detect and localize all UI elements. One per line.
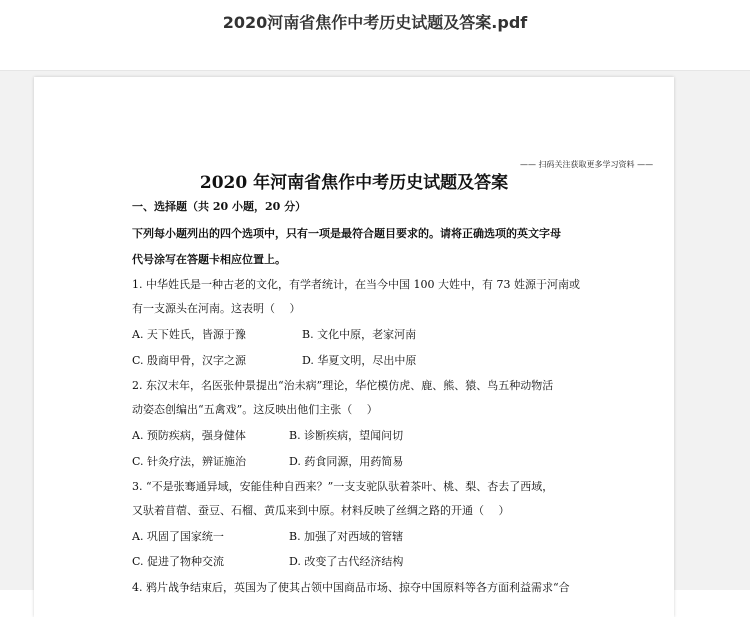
instruction-line: 代号涂写在答题卡相应位置上。: [132, 253, 286, 266]
question-3-option-b: B. 加强了对西域的管辖: [289, 530, 404, 543]
question-3-line: 又驮着苜蓿、蚕豆、石榴、黄瓜来到中原。材料反映了丝绸之路的开通（ ）: [132, 504, 510, 517]
watermark-text: —— 扫码关注获取更多学习资料 ——: [520, 160, 654, 169]
question-1-option-a: A. 天下姓氏，皆源于豫: [132, 328, 246, 341]
instruction-line: 下列每小题列出的四个选项中，只有一项是最符合题目要求的。请将正确选项的英文字母: [132, 227, 561, 240]
question-3-option-a: A. 巩固了国家统一: [132, 530, 224, 543]
section-heading: 一、选择题（共 20 小题，20 分）: [132, 200, 307, 213]
question-2-line: 2. 东汉末年，名医张仲景提出“治未病”理论，华佗模仿虎、鹿、熊、猿、鸟五种动物活: [132, 379, 554, 392]
question-1-option-b: B. 文化中原，老家河南: [302, 328, 417, 341]
question-2-option-c: C. 针灸疗法，辨证施治: [132, 455, 247, 468]
document-viewer[interactable]: [0, 71, 750, 594]
question-2-line: 动姿态创编出“五禽戏”。这反映出他们主张（ ）: [132, 403, 378, 416]
question-1-line: 1. 中华姓氏是一种古老的文化，有学者统计，在当今中国 100 大姓中，有 73 姓源于河南或: [132, 278, 580, 291]
question-3-option-c: C. 促进了物种交流: [132, 555, 225, 568]
document-title: 2020河南省焦作中考历史试题及答案.pdf: [222, 13, 528, 32]
question-1-option-c: C. 殷商甲骨，汉字之源: [132, 354, 247, 367]
question-2-option-b: B. 诊断疾病，望闻问切: [289, 429, 404, 442]
question-1-option-d: D. 华夏文明，尽出中原: [302, 354, 417, 367]
exam-title: 2020 年河南省焦作中考历史试题及答案: [199, 173, 509, 193]
question-2-option-a: A. 预防疾病，强身健体: [132, 429, 246, 442]
viewer-toolbar: [0, 0, 750, 71]
question-3-option-d: D. 改变了古代经济结构: [289, 555, 404, 568]
question-3-line: 3. “不是张骞通异域，安能佳种自西来？”一支支驼队驮着茶叶、桃、梨、杏去了西域，: [132, 480, 554, 493]
pdf-page: [34, 77, 674, 617]
question-2-option-d: D. 药食同源，用药简易: [289, 455, 404, 468]
question-1-line: 有一支源头在河南。这表明（ ）: [132, 302, 301, 315]
question-4-line: 4. 鸦片战争结束后，英国为了使其占领中国商品市场、掠夺中国原料等各方面利益需求“合: [132, 581, 570, 594]
